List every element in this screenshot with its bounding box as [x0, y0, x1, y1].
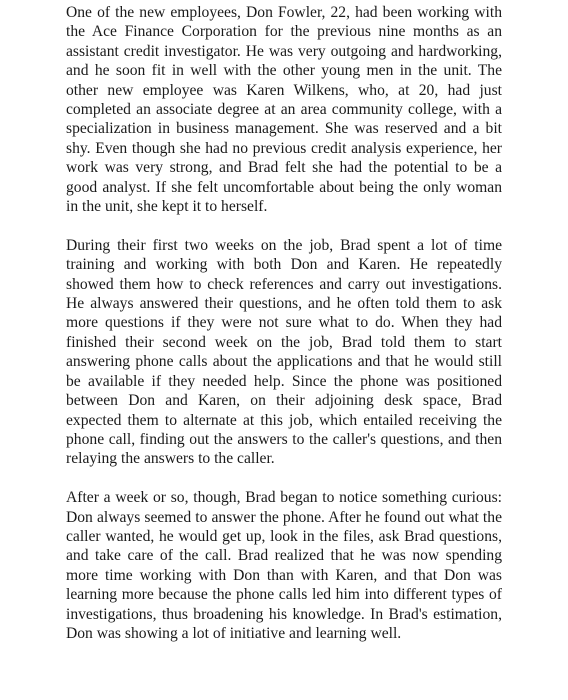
- paragraph-new-employees: One of the new employees, Don Fowler, 22, had been working with the Ace Finance Corporation for the previous nine months as an assistant credit investigator. He was very outgoing and hardworking, and he soon fit in well with the other young men in the unit. The other new employee was Karen Wilkens, who, at 20, had just completed an associate degree at an area community college, with a specialization in business management. She was reserved and a bit shy. Even though she had no previous credit analysis experience, her work was very strong, and Brad felt she had the potential to be a good analyst. If she felt uncomfortable about being the only woman in the unit, she kept it to herself.: [66, 4, 502, 216]
- paragraph-observation: After a week or so, though, Brad began to notice something curious: Don always seemed to answer the phone. After he found out what the caller wanted, he would get up, look in the files, ask Brad questions, and take care of the call. Brad realized that he was now spending more time working with Don than with Karen, and that Don was learning more because the phone calls led him into different types of investigations, thus broadening his knowledge. In Brad's estimation, Don was showing a lot of initiative and learning well.: [66, 489, 502, 642]
- document-page: [66, 3, 502, 643]
- paragraph-training: During their first two weeks on the job, Brad spent a lot of time training and working with both Don and Karen. He repeatedly showed them how to check references and carry out investigations. He always answered their questions, and he often told them to ask more questions if they were not sure what to do. When they had finished their second week on the job, Brad told them to start answering phone calls about the applications and that he would still be available if they needed help. Since the phone was positioned between Don and Karen, on their adjoining desk space, Brad expected them to alternate at this job, which entailed receiving the phone call, finding out the answers to the caller's questions, and then relaying the answers to the caller.: [66, 236, 502, 468]
